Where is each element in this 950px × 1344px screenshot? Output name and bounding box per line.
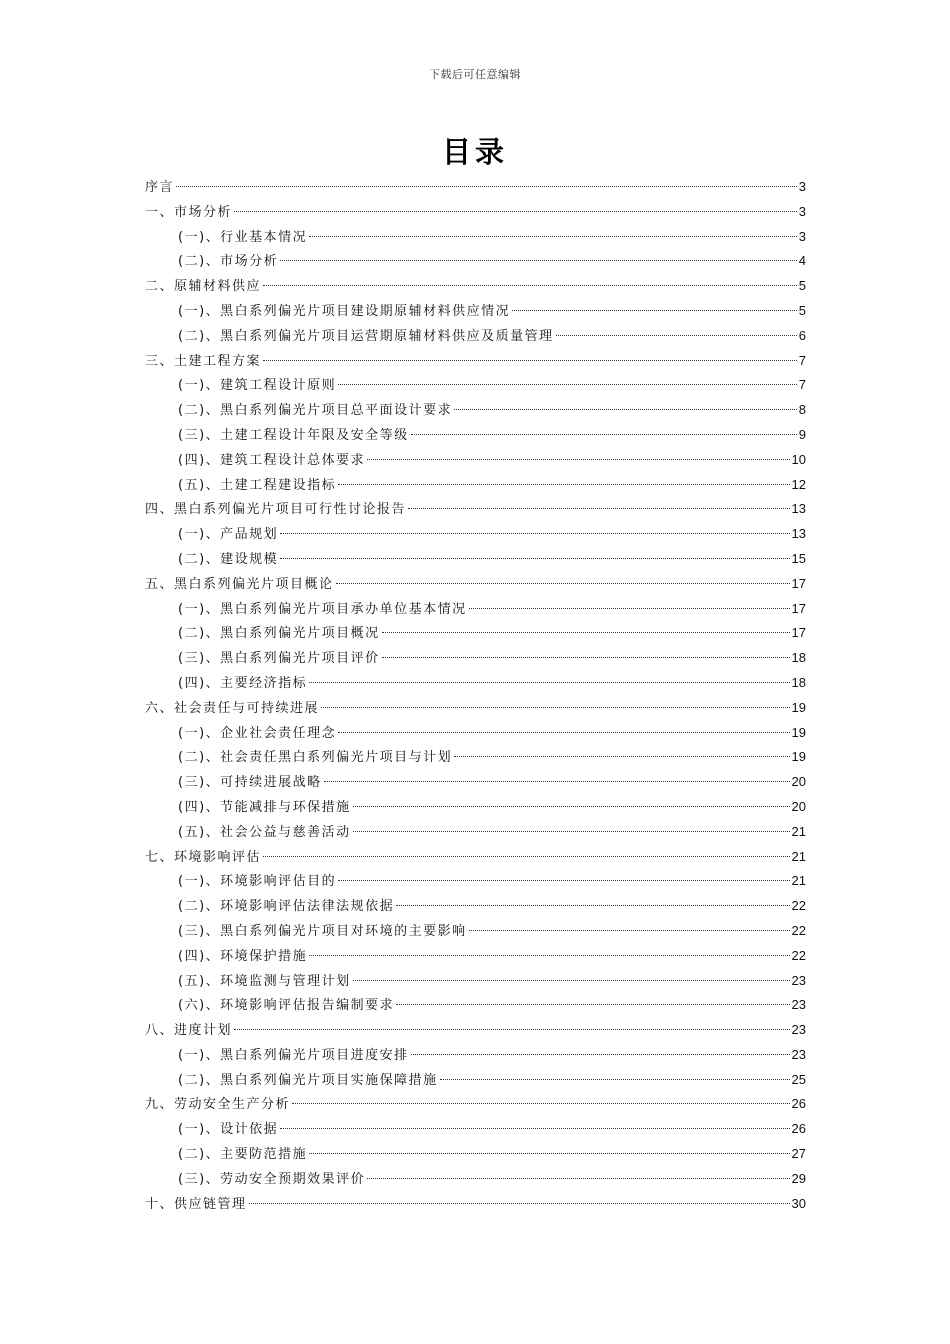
toc-dot-leader (382, 632, 790, 633)
toc-subentry[interactable] (145, 398, 806, 423)
toc-entry-label: 三、土建工程方案 (145, 353, 262, 369)
toc-entry-label: (三)、劳动安全预期效果评价 (178, 1171, 366, 1187)
toc-page-number: 5 (798, 278, 806, 294)
toc-page-number: 20 (791, 798, 806, 814)
toc-subentry[interactable] (145, 621, 806, 646)
toc-dot-leader (411, 1054, 790, 1055)
toc-entry-label: 八、进度计划 (145, 1023, 233, 1039)
toc-dot-leader (408, 508, 790, 509)
toc-page-number: 30 (791, 1195, 806, 1211)
toc-subentry[interactable] (145, 249, 806, 274)
toc-dot-leader (353, 980, 790, 981)
toc-dot-leader (309, 955, 789, 956)
toc-page-number: 15 (791, 550, 806, 566)
toc-dot-leader (367, 459, 789, 460)
toc-dot-leader (234, 211, 797, 212)
toc-page-number: 9 (798, 426, 806, 442)
toc-page-number: 25 (791, 1071, 806, 1087)
toc-dot-leader (280, 533, 789, 534)
toc-page-number: 5 (798, 302, 806, 318)
toc-page-number: 17 (791, 575, 806, 591)
toc-entry-label: (二)、主要防范措施 (178, 1147, 308, 1163)
toc-entry-label: (二)、环境影响评估法律法规依据 (178, 899, 395, 915)
toc-page-number: 3 (798, 203, 806, 219)
toc-entry-label: 九、劳动安全生产分析 (145, 1097, 291, 1113)
toc-subentry[interactable] (145, 597, 806, 622)
toc-dot-leader (454, 409, 797, 410)
toc-page-number: 18 (791, 674, 806, 690)
toc-dot-leader (338, 732, 789, 733)
toc-entry[interactable] (145, 349, 806, 374)
toc-subentry[interactable] (145, 646, 806, 671)
toc-dot-leader (321, 707, 790, 708)
toc-subentry[interactable] (145, 1142, 806, 1167)
toc-entry[interactable] (145, 845, 806, 870)
toc-entry-label: 二、原辅材料供应 (145, 279, 262, 295)
toc-entry-label: 五、黑白系列偏光片项目概论 (145, 576, 334, 592)
toc-page-number: 19 (791, 724, 806, 740)
toc-page-number: 22 (791, 898, 806, 914)
toc-subentry[interactable] (145, 721, 806, 746)
toc-dot-leader (396, 905, 789, 906)
toc-page-number: 23 (791, 972, 806, 988)
toc-subentry[interactable] (145, 919, 806, 944)
toc-entry[interactable] (145, 200, 806, 225)
toc-dot-leader (469, 608, 790, 609)
toc-subentry[interactable] (145, 448, 806, 473)
toc-page-number: 21 (791, 873, 806, 889)
toc-dot-leader (280, 558, 789, 559)
toc-page-number: 7 (798, 377, 806, 393)
toc-dot-leader (367, 1178, 789, 1179)
toc-page-number: 21 (791, 848, 806, 864)
toc-subentry[interactable] (145, 522, 806, 547)
toc-dot-leader (396, 1004, 789, 1005)
toc-entry-label: (四)、建筑工程设计总体要求 (178, 452, 366, 468)
toc-subentry[interactable] (145, 993, 806, 1018)
toc-entry[interactable] (145, 572, 806, 597)
toc-subentry[interactable] (145, 795, 806, 820)
header-note: 下载后可任意编辑 (429, 68, 521, 81)
toc-page-number: 23 (791, 997, 806, 1013)
toc-page-number: 6 (798, 327, 806, 343)
toc-page-number: 7 (798, 352, 806, 368)
toc-page-number: 19 (791, 749, 806, 765)
toc-dot-leader (309, 236, 797, 237)
toc-dot-leader (309, 682, 789, 683)
toc-dot-leader (440, 1079, 790, 1080)
toc-entry[interactable] (145, 1092, 806, 1117)
toc-entry-label: (一)、行业基本情况 (178, 229, 308, 245)
toc-entry-label: (二)、建设规模 (178, 551, 279, 567)
toc-entry-label: 序言 (145, 180, 175, 195)
toc-page-number: 3 (798, 179, 806, 194)
toc-dot-leader (263, 285, 797, 286)
toc-page-number: 3 (798, 228, 806, 244)
toc-page-number: 22 (791, 922, 806, 938)
toc-page-number: 4 (798, 253, 806, 269)
toc-page-number: 22 (791, 947, 806, 963)
toc-entry-label: (三)、可持续进展战略 (178, 775, 322, 791)
toc-dot-leader (353, 806, 790, 807)
toc-subentry[interactable] (145, 423, 806, 448)
toc-dot-leader (263, 360, 797, 361)
toc-page-number: 10 (791, 451, 806, 467)
toc-page-number: 12 (791, 476, 806, 492)
toc-entry-label: (二)、黑白系列偏光片项目总平面设计要求 (178, 403, 453, 419)
toc-dot-leader (280, 260, 797, 261)
toc-subentry[interactable] (145, 944, 806, 969)
toc-dot-leader (176, 186, 797, 187)
toc-entry-label: (二)、市场分析 (178, 254, 279, 270)
toc-entry-label: (四)、环境保护措施 (178, 948, 308, 964)
toc-entry[interactable] (145, 1192, 806, 1217)
toc-subentry[interactable] (145, 473, 806, 498)
toc-page-number: 27 (791, 1146, 806, 1162)
toc-entry-label: 十、供应链管理 (145, 1196, 247, 1212)
toc-subentry[interactable] (145, 894, 806, 919)
toc-dot-leader (234, 1029, 790, 1030)
toc-entry-label: 四、黑白系列偏光片项目可行性讨论报告 (145, 502, 407, 518)
toc-page-number: 23 (791, 1046, 806, 1062)
toc-subentry[interactable] (145, 1043, 806, 1068)
toc-dot-leader (353, 831, 790, 832)
toc-entry-label: (一)、黑白系列偏光片项目建设期原辅材料供应情况 (178, 303, 511, 319)
toc-entry-label: (一)、环境影响评估目的 (178, 874, 337, 890)
toc-entry-label: (一)、建筑工程设计原则 (178, 378, 337, 394)
toc-entry[interactable] (145, 1018, 806, 1043)
toc-entry-label: 六、社会责任与可持续进展 (145, 700, 320, 716)
toc-entry[interactable] (145, 175, 806, 200)
toc-page-number: 26 (791, 1121, 806, 1137)
page-title: 目录 (441, 135, 508, 169)
toc-entry-label: (六)、环境影响评估报告编制要求 (178, 998, 395, 1014)
toc-subentry[interactable] (145, 1167, 806, 1192)
toc-subentry[interactable] (145, 373, 806, 398)
toc-entry-label: (四)、节能减排与环保措施 (178, 799, 351, 815)
toc-dot-leader (263, 856, 790, 857)
toc-dot-leader (292, 1103, 790, 1104)
toc-dot-leader (338, 484, 789, 485)
toc-subentry[interactable] (145, 770, 806, 795)
toc-dot-leader (454, 756, 789, 757)
toc-entry-label: (三)、黑白系列偏光片项目评价 (178, 651, 380, 667)
toc-entry-label: (一)、黑白系列偏光片项目进度安排 (178, 1047, 409, 1063)
toc-subentry[interactable] (145, 671, 806, 696)
toc-subentry[interactable] (145, 969, 806, 994)
toc-dot-leader (556, 335, 797, 336)
toc-dot-leader (338, 384, 797, 385)
toc-entry-label: (三)、黑白系列偏光片项目对环境的主要影响 (178, 923, 467, 939)
toc-page-number: 17 (791, 625, 806, 641)
toc-subentry[interactable] (145, 547, 806, 572)
table-of-contents (145, 175, 806, 1216)
toc-page-number: 8 (798, 402, 806, 418)
toc-entry-label: (一)、黑白系列偏光片项目承办单位基本情况 (178, 601, 467, 617)
toc-dot-leader (249, 1203, 790, 1204)
toc-page-number: 26 (791, 1096, 806, 1112)
toc-dot-leader (469, 930, 790, 931)
toc-subentry[interactable] (145, 1117, 806, 1142)
toc-entry[interactable] (145, 696, 806, 721)
toc-dot-leader (382, 657, 790, 658)
toc-dot-leader (324, 781, 790, 782)
toc-entry-label: (三)、土建工程设计年限及安全等级 (178, 427, 409, 443)
toc-entry[interactable] (145, 497, 806, 522)
toc-subentry[interactable] (145, 745, 806, 770)
toc-dot-leader (336, 583, 790, 584)
toc-entry-label: (四)、主要经济指标 (178, 675, 308, 691)
toc-page-number: 13 (791, 526, 806, 542)
toc-dot-leader (512, 310, 797, 311)
toc-entry-label: 七、环境影响评估 (145, 849, 262, 865)
toc-entry-label: (五)、环境监测与管理计划 (178, 973, 351, 989)
toc-entry-label: (五)、社会公益与慈善活动 (178, 824, 351, 840)
toc-page-number: 20 (791, 774, 806, 790)
toc-subentry[interactable] (145, 299, 806, 324)
toc-subentry[interactable] (145, 1068, 806, 1093)
toc-page-number: 17 (791, 600, 806, 616)
toc-page-number: 21 (791, 823, 806, 839)
toc-subentry[interactable] (145, 225, 806, 250)
toc-entry-label: (一)、设计依据 (178, 1122, 279, 1138)
toc-page-number: 18 (791, 650, 806, 666)
toc-dot-leader (309, 1153, 789, 1154)
toc-entry-label: (五)、土建工程建设指标 (178, 477, 337, 493)
toc-page-number: 13 (791, 501, 806, 517)
toc-entry-label: 一、市场分析 (145, 204, 233, 220)
toc-entry-label: (二)、黑白系列偏光片项目实施保障措施 (178, 1072, 438, 1088)
toc-entry-label: (二)、社会责任黑白系列偏光片项目与计划 (178, 750, 453, 766)
toc-dot-leader (280, 1128, 789, 1129)
toc-subentry[interactable] (145, 820, 806, 845)
toc-entry-label: (一)、企业社会责任理念 (178, 725, 337, 741)
toc-page-number: 29 (791, 1170, 806, 1186)
toc-entry-label: (二)、黑白系列偏光片项目运营期原辅材料供应及质量管理 (178, 328, 554, 344)
toc-subentry[interactable] (145, 324, 806, 349)
toc-dot-leader (338, 880, 789, 881)
toc-entry-label: (二)、黑白系列偏光片项目概况 (178, 626, 380, 642)
toc-entry[interactable] (145, 274, 806, 299)
toc-entry-label: (一)、产品规划 (178, 527, 279, 543)
toc-page-number: 19 (791, 699, 806, 715)
toc-subentry[interactable] (145, 869, 806, 894)
toc-page-number: 23 (791, 1022, 806, 1038)
toc-dot-leader (411, 434, 797, 435)
